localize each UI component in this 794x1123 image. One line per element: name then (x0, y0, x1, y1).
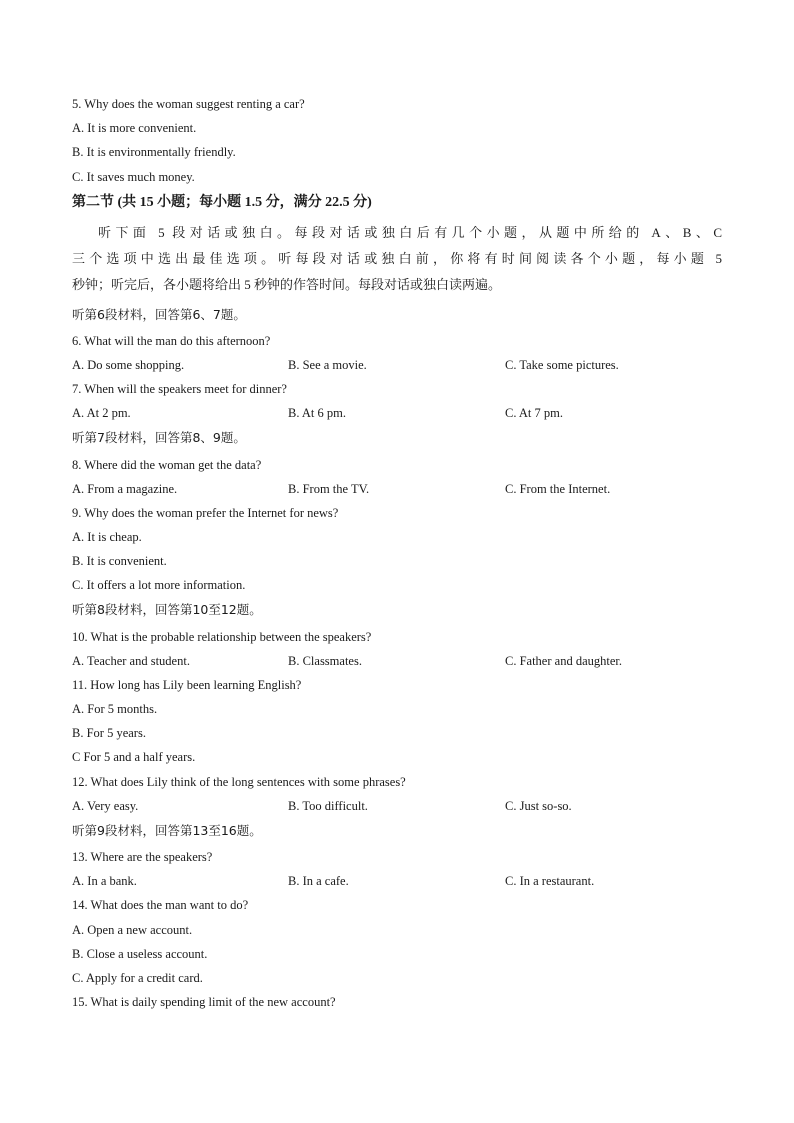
question-7: 7. When will the speakers meet for dinner? (72, 382, 287, 396)
q10-options (72, 653, 732, 669)
question-15: 15. What is daily spending limit of the new account? (72, 995, 336, 1009)
q11-option-b: B. For 5 years. (72, 726, 146, 740)
q5-option-b: B. It is environmentally friendly. (72, 145, 236, 159)
q6-option-b: B. See a movie. (288, 358, 367, 372)
q7-option-c: C. At 7 pm. (505, 406, 563, 420)
question-8: 8. Where did the woman get the data? (72, 458, 262, 472)
q14-option-a: A. Open a new account. (72, 923, 193, 937)
q11-option-c: C For 5 and a half years. (72, 750, 196, 764)
instructions-line-2: 三个选项中选出最佳选项。听每段对话或独白前，你将有时间阅读各个小题，每小题 5 (72, 251, 722, 266)
group-8-heading: 听第8段材料，回答第10至12题。 (72, 602, 262, 617)
q6-option-a: A. Do some shopping. (72, 358, 185, 372)
q7-options (72, 405, 732, 421)
question-13: 13. Where are the speakers? (72, 850, 213, 864)
q14-option-b: B. Close a useless account. (72, 947, 208, 961)
section-2-title: 第二节 (共 15 小题；每小题 1.5 分，满分 22.5 分) (72, 195, 372, 210)
instructions-line-3: 秒钟；听完后，各小题将给出 5 秒钟的作答时间。每段对话或独白读两遍。 (72, 277, 502, 292)
q12-option-a: A. Very easy. (72, 799, 139, 813)
instructions-line-1: 听下面 5 段对话或独白。每段对话或独白后有几个小题，从题中所给的 A、B、C (98, 225, 722, 240)
q12-option-c: C. Just so-so. (505, 799, 572, 813)
question-10: 10. What is the probable relationship between the speakers? (72, 630, 372, 644)
group-6-heading: 听第6段材料，回答第6、7题。 (72, 307, 246, 322)
q11-option-a: A. For 5 months. (72, 702, 158, 716)
q5-option-a: A. It is more convenient. (72, 121, 197, 135)
group-9-heading: 听第9段材料，回答第13至16题。 (72, 823, 262, 838)
section-2-instructions (72, 220, 722, 298)
q10-option-c: C. Father and daughter. (505, 654, 622, 668)
q8-option-b: B. From the TV. (288, 482, 370, 496)
q9-option-c: C. It offers a lot more information. (72, 578, 246, 592)
q8-option-c: C. From the Internet. (505, 482, 611, 496)
question-12: 12. What does Lily think of the long sentences with some phrases? (72, 775, 406, 789)
q13-option-c: C. In a restaurant. (505, 874, 595, 888)
group-7-heading: 听第7段材料，回答第8、9题。 (72, 430, 246, 445)
q13-options (72, 873, 732, 889)
q7-option-b: B. At 6 pm. (288, 406, 346, 420)
q10-option-a: A. Teacher and student. (72, 654, 190, 668)
q14-option-c: C. Apply for a credit card. (72, 971, 203, 985)
q12-options (72, 798, 732, 814)
q9-option-a: A. It is cheap. (72, 530, 142, 544)
q6-options (72, 357, 732, 373)
q13-option-a: A. In a bank. (72, 874, 137, 888)
q12-option-b: B. Too difficult. (288, 799, 368, 813)
q10-option-b: B. Classmates. (288, 654, 362, 668)
question-6: 6. What will the man do this afternoon? (72, 334, 271, 348)
question-11: 11. How long has Lily been learning English? (72, 678, 302, 692)
q13-option-b: B. In a cafe. (288, 874, 349, 888)
question-5: 5. Why does the woman suggest renting a car? (72, 97, 305, 111)
q6-option-c: C. Take some pictures. (505, 358, 619, 372)
q8-option-a: A. From a magazine. (72, 482, 178, 496)
q9-option-b: B. It is convenient. (72, 554, 167, 568)
question-14: 14. What does the man want to do? (72, 898, 249, 912)
q5-option-c: C. It saves much money. (72, 170, 195, 184)
question-9: 9. Why does the woman prefer the Internet for news? (72, 506, 339, 520)
q7-option-a: A. At 2 pm. (72, 406, 131, 420)
q8-options (72, 481, 732, 497)
